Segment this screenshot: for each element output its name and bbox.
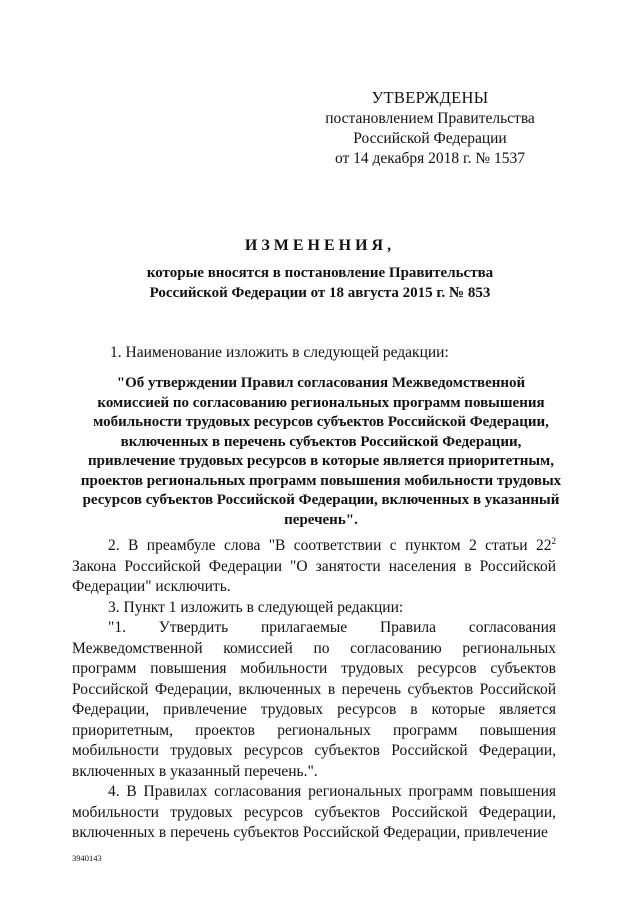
item-3: 3. Пункт 1 изложить в следующей редакции: (108, 598, 404, 616)
document-body (72, 536, 556, 844)
document-title: ИЗМЕНЕНИЯ, (244, 237, 396, 254)
quote-line: ресурсов субъектов Российской Федерации, включенных в указанный (82, 492, 560, 508)
subtitle-line: Российской Федерации от 18 августа 2015 г. № 853 (149, 285, 491, 301)
item-2-text: 2. В преамбуле слова "В соответствии с пунктом 2 статьи 22 (108, 537, 552, 554)
item-4: 4. В Правилах согласования региональных программ повышения мобильности трудовых ресурсов субъектов Российской Федерации, включенных в перечень субъектов Российской Федерации, привлечение (72, 783, 556, 841)
document-subtitle (90, 263, 550, 303)
quote-line: "Об утверждении Правил согласования Межведомственной (116, 375, 526, 391)
quote-line: проектов региональных программ повышения мобильности трудовых (80, 472, 562, 489)
quote-line: комиссией по согласованию региональных программ повышения (97, 394, 545, 411)
document-code: 3940143 (72, 853, 102, 863)
superscript: 2 (551, 535, 556, 546)
quote-line: перечень". (284, 511, 358, 528)
item-2 (72, 536, 556, 598)
approval-line: Российской Федерации (353, 130, 507, 147)
quote-line: включенных в перечень субъектов Российской Федерации, (120, 433, 522, 450)
item-2-text-cont: Закона Российской Федерации "О занятости населения в Российской Федерации" исключить. (72, 557, 556, 595)
quote-line: мобильности трудовых ресурсов субъектов Российской Федерации, (93, 414, 549, 430)
item-3-text: "1. Утвердить прилагаемые Правила согласования Межведомственной комиссией по согласованию региональных программ повышения мобильности трудовых ресурсов субъектов Российской Федерации, включенных в перечень субъектов Российской Федерации, привлечение трудовых ресурсов в которые является приоритетным, проектов региональных программ повышения мобильности трудовых ресурсов субъектов Российской Федерации, включенных в указанный перечень.". (72, 619, 556, 780)
approval-stamp (300, 88, 560, 169)
quote-line: привлечение трудовых ресурсов в которые является приоритетным, (87, 453, 555, 469)
new-title-quote (66, 374, 576, 530)
approval-line: от 14 декабря 2018 г. № 1537 (334, 150, 526, 167)
approval-line: постановлением Правительства (325, 110, 535, 127)
item-1: 1. Наименование изложить в следующей редакции: (110, 344, 449, 361)
subtitle-line: которые вносятся в постановление Правительства (146, 265, 494, 281)
approval-heading: УТВЕРЖДЕНЫ (371, 88, 489, 107)
